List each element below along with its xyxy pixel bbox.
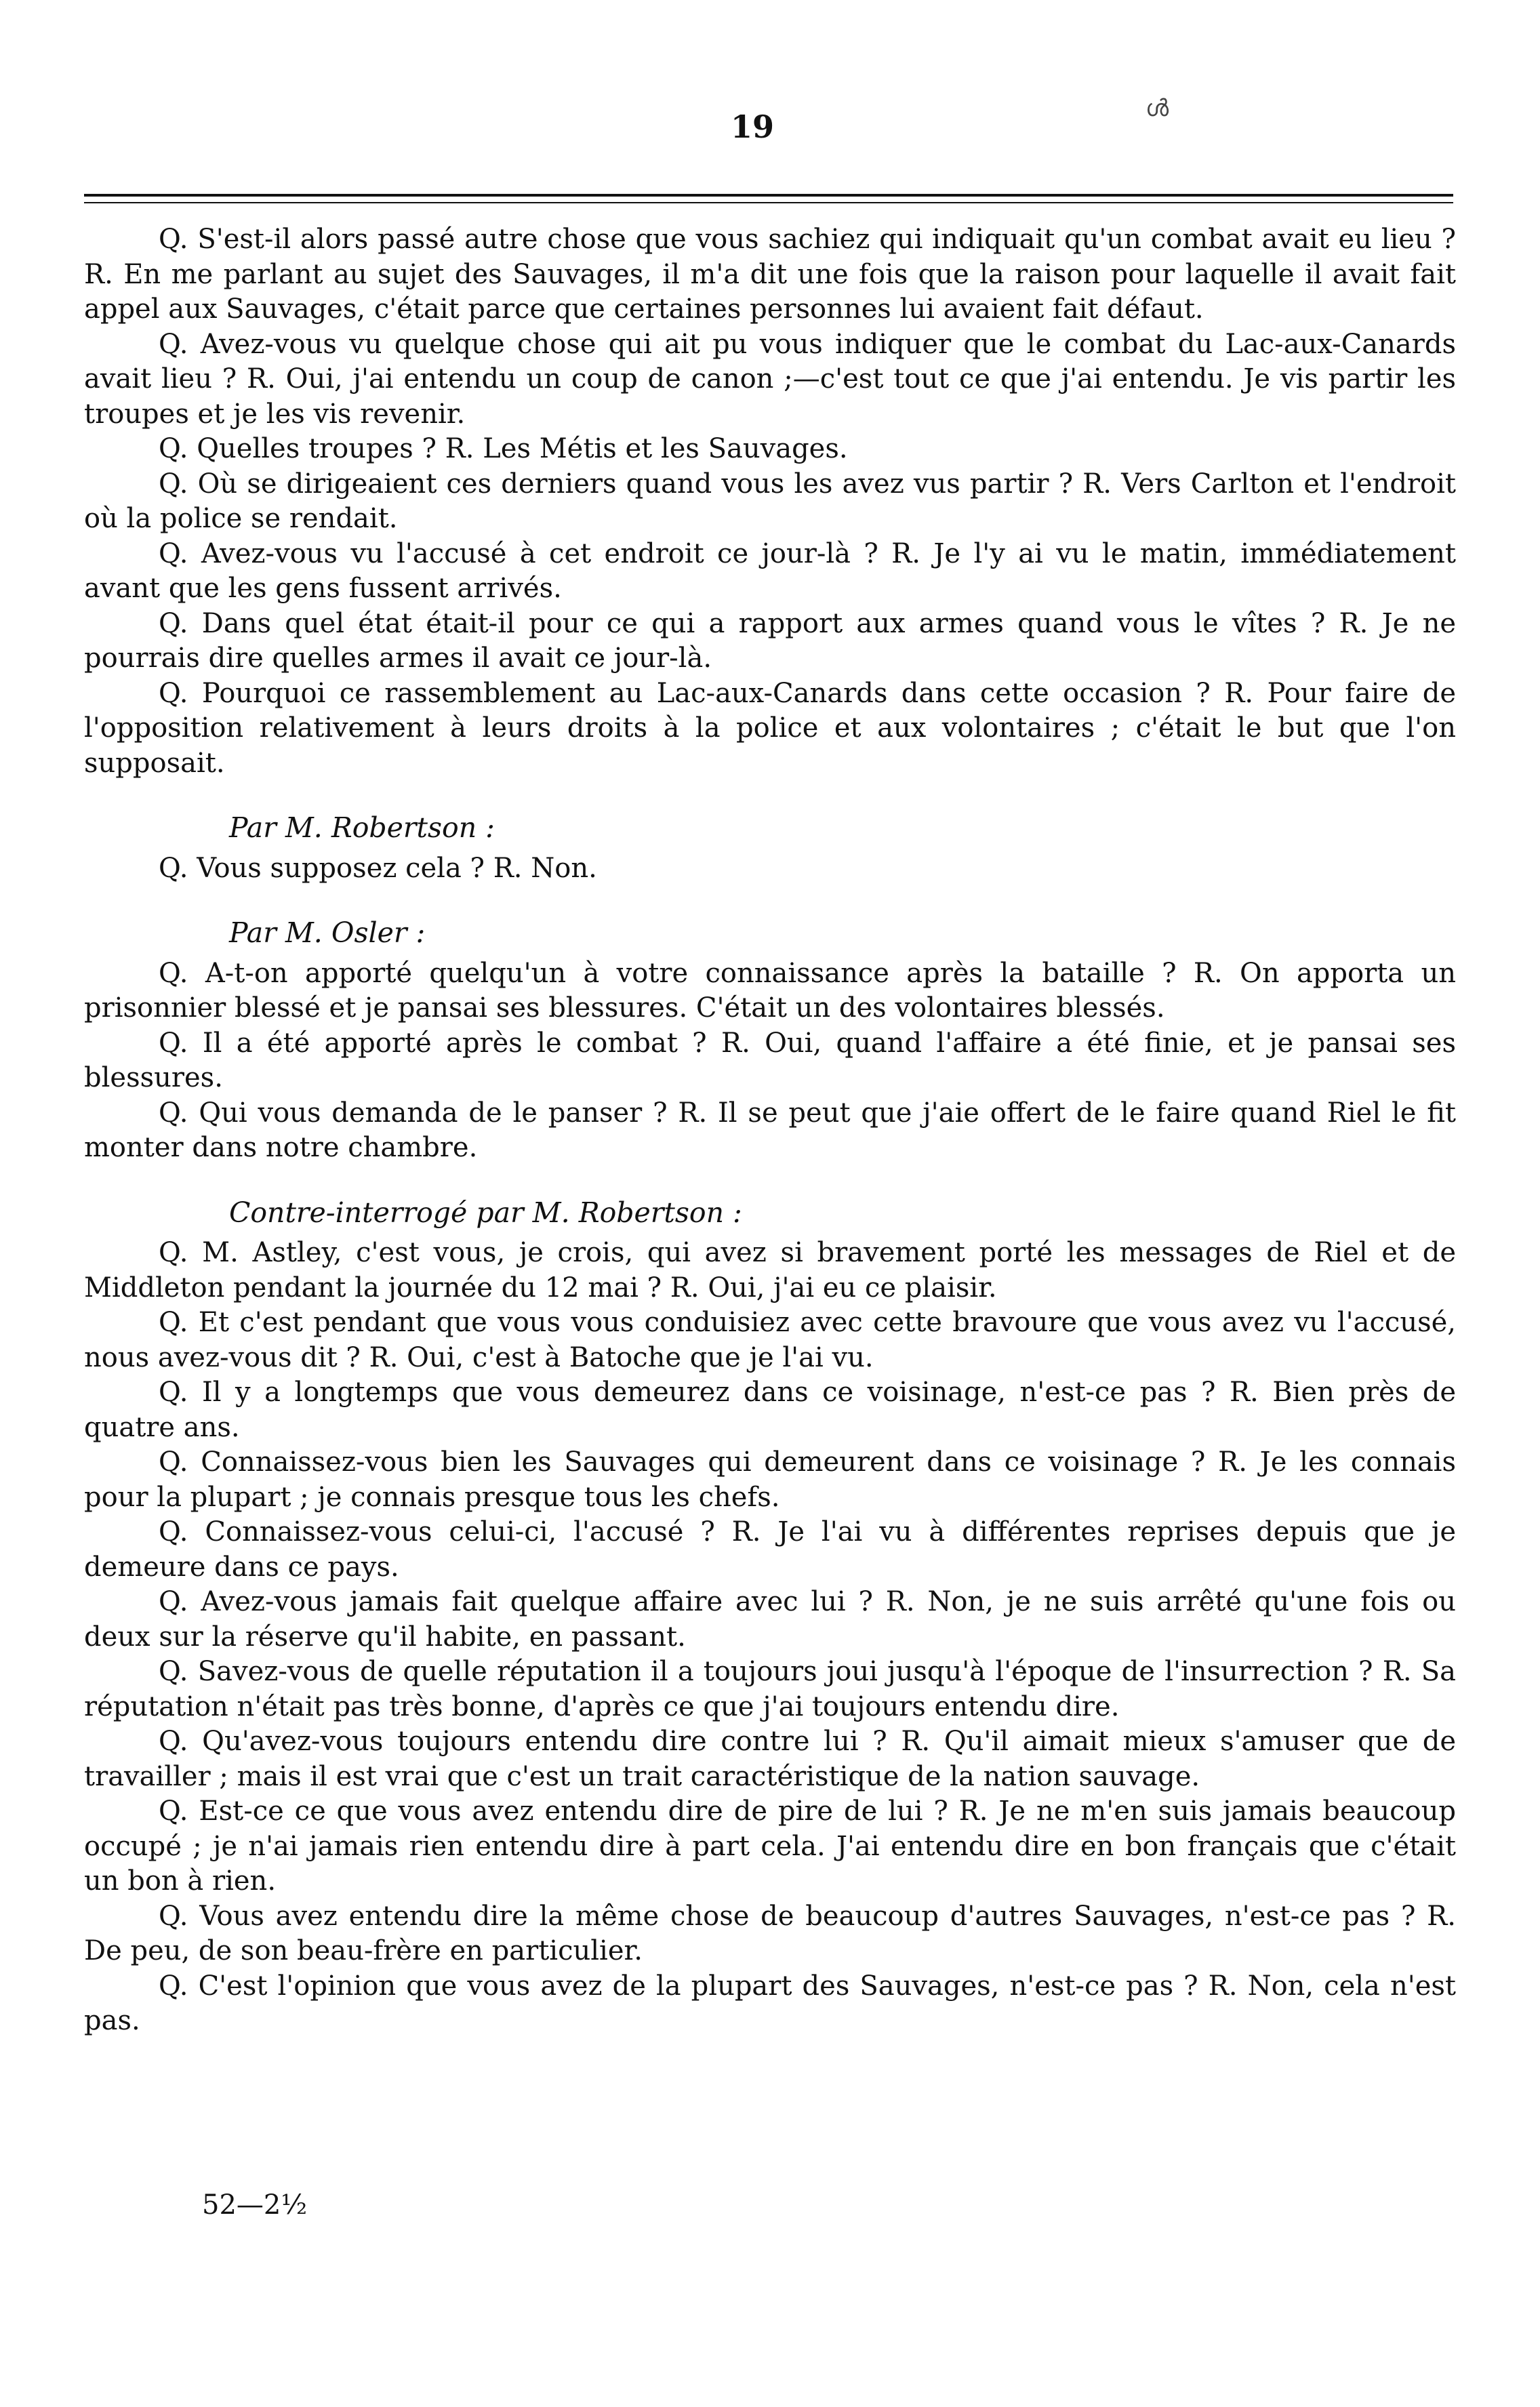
qa-paragraph: Q. Avez-vous vu l'accusé à cet endroit ce jour-là ? R. Je l'y ai vu le matin, immédiatement avant que les gens fussent arrivés.: [84, 538, 1456, 604]
qa-paragraph: Q. Savez-vous de quelle réputation il a toujours joui jusqu'à l'époque de l'insurrection ? R. Sa réputation n'était pas très bonne, d'après ce que j'ai toujours entendu dire.: [84, 1656, 1456, 1722]
speaker-heading: Par M. Osler :: [229, 916, 426, 949]
qa-paragraph: Q. Quelles troupes ? R. Les Métis et les Sauvages.: [159, 433, 848, 464]
qa-paragraph: Q. Connaissez-vous bien les Sauvages qui demeurent dans ce voisinage ? R. Je les connais pour la plupart ; je connais presque tous les chefs.: [84, 1447, 1456, 1513]
qa-paragraph: Q. Où se dirigeaient ces derniers quand vous les avez vus partir ? R. Vers Carlton et l'endroit où la police se rendait.: [84, 468, 1456, 534]
qa-paragraph: Q. A-t-on apporté quelqu'un à votre connaissance après la bataille ? R. On apporta un prisonnier blessé et je pansai ses blessures. C'était un des volontaires blessés.: [84, 957, 1456, 1024]
qa-paragraph: Q. Il a été apporté après le combat ? R. Oui, quand l'affaire a été finie, et je pansai ses blessures.: [84, 1027, 1456, 1093]
corner-mark: ൾ: [1146, 95, 1169, 122]
qa-paragraph: Q. Avez-vous jamais fait quelque affaire avec lui ? R. Non, je ne suis arrêté qu'une fois ou deux sur la réserve qu'il habite, en passant.: [84, 1586, 1456, 1653]
qa-paragraph: Q. Vous supposez cela ? R. Non.: [159, 852, 597, 884]
qa-paragraph: Q. C'est l'opinion que vous avez de la plupart des Sauvages, n'est-ce pas ? R. Non, cela n'est pas.: [84, 1970, 1456, 2036]
qa-paragraph: Q. Et c'est pendant que vous vous conduisiez avec cette bravoure que vous avez vu l'accusé, nous avez-vous dit ? R. Oui, c'est à Batoche que je l'ai vu.: [84, 1307, 1456, 1373]
qa-paragraph: Q. Connaissez-vous celui-ci, l'accusé ? R. Je l'ai vu à différentes reprises depuis que je demeure dans ce pays.: [84, 1516, 1456, 1583]
qa-paragraph: Q. Est-ce ce que vous avez entendu dire de pire de lui ? R. Je ne m'en suis jamais beaucoup occupé ; je n'ai jamais rien entendu dire à part cela. J'ai entendu dire en bon français que c'était un bon à rien.: [84, 1796, 1456, 1897]
qa-paragraph: Q. Avez-vous vu quelque chose qui ait pu vous indiquer que le combat du Lac-aux-Canards avait lieu ? R. Oui, j'ai entendu un coup de canon ;—c'est tout ce que j'ai entendu. Je vis partir les troupes et je les vis revenir.: [84, 328, 1456, 430]
qa-paragraph: Q. Il y a longtemps que vous demeurez dans ce voisinage, n'est-ce pas ? R. Bien près de quatre ans.: [84, 1377, 1456, 1443]
signature-mark: 52—2½: [202, 2189, 308, 2221]
qa-paragraph: Q. Vous avez entendu dire la même chose de beaucoup d'autres Sauvages, n'est-ce pas ? R. De peu, de son beau-frère en particulier.: [84, 1900, 1456, 1966]
qa-paragraph: Q. S'est-il alors passé autre chose que vous sachiez qui indiquait qu'un combat avait eu lieu ? R. En me parlant au sujet des Sauvages, il m'a dit une fois que la raison pour laquelle il avait fait appel aux Sauvages, c'était parce que certaines personnes lui avaient fait défaut.: [84, 224, 1456, 325]
speaker-heading: Contre-interrogé par M. Robertson :: [229, 1196, 742, 1229]
page-number: 19: [731, 108, 775, 145]
qa-paragraph: Q. Dans quel état était-il pour ce qui a rapport aux armes quand vous le vîtes ? R. Je ne pourrais dire quelles armes il avait ce jour-là.: [84, 607, 1456, 674]
qa-paragraph: Q. Pourquoi ce rassemblement au Lac-aux-Canards dans cette occasion ? R. Pour faire de l'opposition relativement à leurs droits à la police et aux volontaires ; c'était le but que l'on supposait.: [84, 677, 1456, 779]
qa-paragraph: Q. Qu'avez-vous toujours entendu dire contre lui ? R. Qu'il aimait mieux s'amuser que de travailler ; mais il est vrai que c'est un trait caractéristique de la nation sauvage.: [84, 1726, 1456, 1792]
transcript-body: [84, 222, 1456, 2039]
qa-paragraph: Q. M. Astley, c'est vous, je crois, qui avez si bravement porté les messages de Riel et de Middleton pendant la journée du 12 mai ? R. Oui, j'ai eu ce plaisir.: [84, 1237, 1456, 1303]
speaker-heading: Par M. Robertson :: [229, 811, 495, 844]
qa-paragraph: Q. Qui vous demanda de le panser ? R. Il se peut que j'aie offert de le faire quand Riel le fit monter dans notre chambre.: [84, 1097, 1456, 1163]
header-rule: [84, 194, 1453, 203]
